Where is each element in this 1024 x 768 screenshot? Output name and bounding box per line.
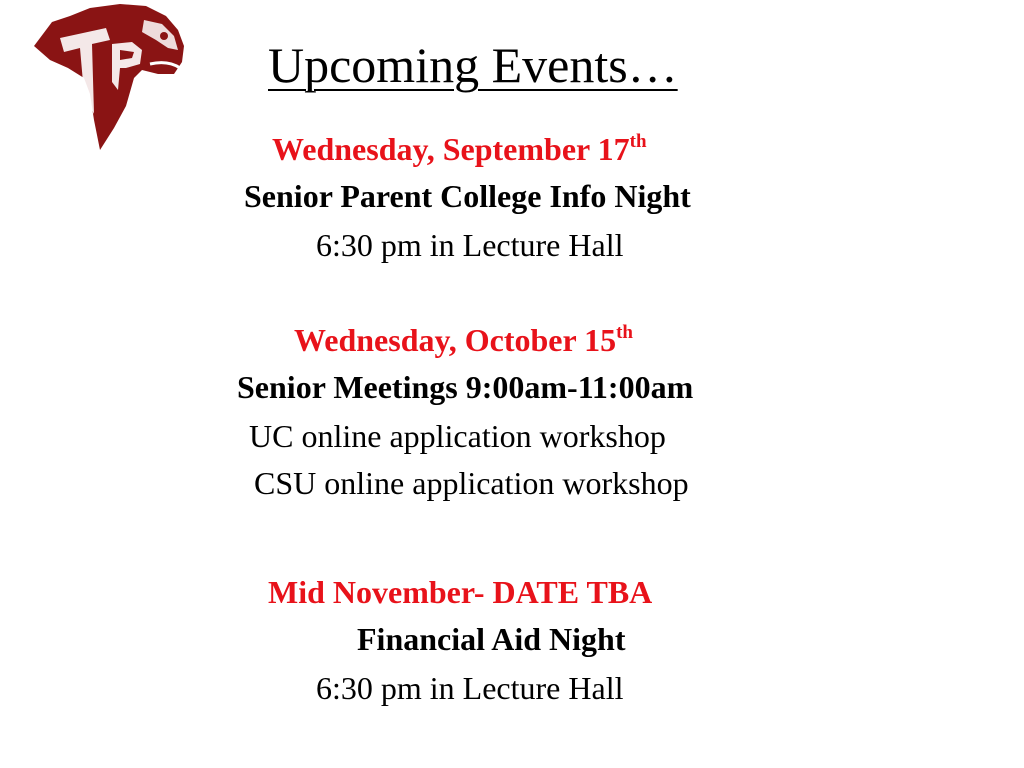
event-date	[294, 324, 633, 356]
falcon-logo-icon	[32, 2, 184, 150]
event-date-text: Wednesday, October 15	[294, 322, 617, 358]
event-title: Financial Aid Night	[357, 621, 626, 657]
page-title: Upcoming Events…	[268, 37, 678, 93]
event-date-text: Wednesday, September 17	[272, 131, 630, 167]
event-date	[272, 133, 647, 165]
event-detail: UC online application workshop	[249, 418, 666, 454]
date-suffix: th	[616, 322, 633, 343]
event-detail: CSU online application workshop	[254, 465, 689, 501]
event-detail: 6:30 pm in Lecture Hall	[316, 670, 624, 706]
event-title: Senior Parent College Info Night	[244, 178, 691, 214]
date-suffix: th	[629, 131, 647, 152]
event-title: Senior Meetings 9:00am-11:00am	[237, 369, 694, 405]
event-detail: 6:30 pm in Lecture Hall	[316, 227, 624, 263]
event-date: Mid November- DATE TBA	[268, 574, 653, 610]
